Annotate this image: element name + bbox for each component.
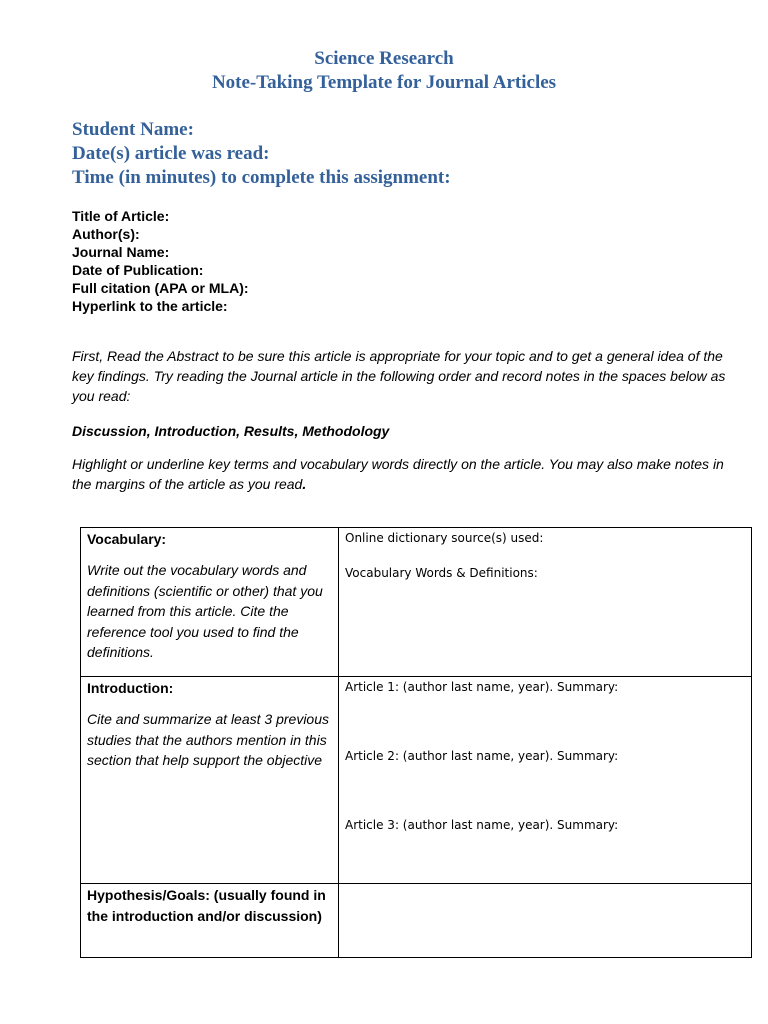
vocabulary-notes-cell[interactable] [339, 528, 752, 677]
hyperlink-label: Hyperlink to the article: [72, 298, 228, 314]
vocabulary-description: Write out the vocabulary words and definitions (scientific or other) that you learned from this article. Cite the reference tool you used to find the definitions. [87, 562, 323, 660]
hypothesis-row [81, 884, 752, 958]
dates-read-label: Date(s) article was read: [72, 143, 270, 164]
document-title: Science Research [314, 48, 454, 69]
article-1-label: Article 1: (author last name, year). Summary: [345, 680, 619, 694]
highlight-instructions-period: . [302, 476, 307, 492]
introduction-heading: Introduction: [87, 680, 174, 696]
introduction-label-cell [81, 677, 339, 884]
full-citation-label: Full citation (APA or MLA): [72, 280, 249, 296]
student-name-label: Student Name: [72, 119, 194, 140]
journal-name-label: Journal Name: [72, 244, 170, 260]
article-3-label: Article 3: (author last name, year). Summary: [345, 818, 619, 832]
highlight-instructions-text: Highlight or underline key terms and vocabulary words directly on the article. You may also make notes in the margins of the article as you read [72, 456, 724, 492]
vocabulary-heading: Vocabulary: [87, 531, 167, 547]
title-of-article-label: Title of Article: [72, 208, 170, 224]
highlight-instructions [72, 454, 732, 494]
time-spent-label: Time (in minutes) to complete this assignment: [72, 167, 451, 188]
hypothesis-label-cell [81, 884, 339, 958]
hypothesis-heading: Hypothesis/Goals: (usually found in the introduction and/or discussion) [87, 887, 326, 924]
introduction-row [81, 677, 752, 884]
hypothesis-notes-cell[interactable] [339, 884, 752, 958]
reading-order: Discussion, Introduction, Results, Methodology [72, 423, 390, 439]
introduction-notes-cell[interactable] [339, 677, 752, 884]
date-of-publication-label: Date of Publication: [72, 262, 204, 278]
authors-label: Author(s): [72, 226, 140, 242]
article-2-label: Article 2: (author last name, year). Summary: [345, 749, 619, 763]
vocabulary-words-label: Vocabulary Words & Definitions: [345, 566, 538, 580]
notes-table [80, 527, 752, 958]
introduction-description: Cite and summarize at least 3 previous studies that the authors mention in this section that help support the objective [87, 711, 329, 768]
instructions-paragraph: First, Read the Abstract to be sure this article is appropriate for your topic and to get a general idea of the key findings. Try reading the Journal article in the following order and record notes in the spaces below as you read: [72, 348, 726, 404]
article-fields-list [72, 207, 249, 315]
dictionary-source-label: Online dictionary source(s) used: [345, 531, 544, 545]
document-subtitle: Note-Taking Template for Journal Articles [211, 72, 557, 93]
vocabulary-row [81, 528, 752, 677]
vocabulary-label-cell [81, 528, 339, 677]
